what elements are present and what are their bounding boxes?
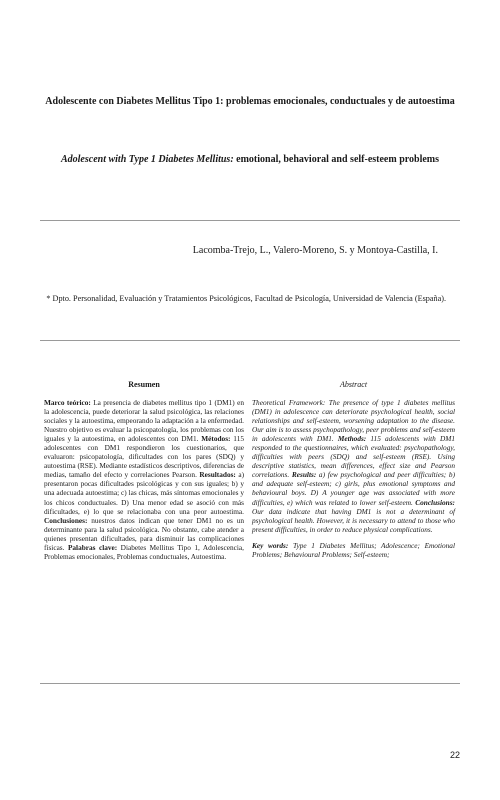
divider-middle <box>40 340 460 341</box>
abstract-body <box>252 398 455 559</box>
metodos-text: 115 adolescentes con DM1 respondieron los cuestionarios, que evaluaron: psicopatología, dificultades con los pares (SDQ) y autoestima (RSE). Mediante estadísticos descriptivos, diferencias de medias, tamaño del efecto y correlaciones Pearson. <box>44 434 244 480</box>
title-english-italic: Adolescent with Type 1 Diabetes Mellitus: <box>60 154 234 165</box>
keywords-text: Type 1 Diabetes Mellitus; Adolescence; Emotional Problems; Behavioural Problems; Self-esteem; <box>252 540 455 559</box>
divider-top <box>40 220 460 221</box>
results-label: Results: <box>291 470 317 480</box>
divider-bottom <box>40 683 460 684</box>
resumen-body <box>44 398 244 561</box>
palabras-label: Palabras clave: <box>67 542 118 552</box>
metodos-label: Métodos: <box>201 434 231 444</box>
framework-text: Theoretical Framework: The presence of type 1 diabetes mellitus (DM1) in adolescence can deteriorate psychological health, social relationships and self-esteem, worsening adaptation to the disease. Our aim is to assess psychopathology, peer problems and self-esteem in adolescents with DM1. <box>252 398 455 444</box>
palabras-text: Diabetes Mellitus Tipo 1, Adolescencia, Problemas emocionales, Problemas conductuales, Autoestima. <box>44 542 244 561</box>
affiliation: * Dpto. Personalidad, Evaluación y Tratamientos Psicológicos, Facultad de Psicología, Universidad de Valencia (España). <box>46 294 446 303</box>
abstract-paragraph <box>252 398 455 534</box>
resultados-text: a) presentaron pocas dificultades psicológicas y con sus iguales; b) y una adecuada autoestima; c) las chicas, más síntomas emocionales y los chicos conductuales. D) Una menor edad se asoció con más dificultades, e) lo que se relacionaba con una peor autoestima. <box>44 470 244 516</box>
resumen-heading: Resumen <box>128 380 160 389</box>
marco-text: La presencia de diabetes mellitus tipo 1 (DM1) en la adolescencia, puede deteriorar la salud psicológica, las relaciones sociales y la autoestima, empeorando la adaptación a la enfermedad. Nuestro objetivo es evaluar la psicopatología, los problemas con los iguales y la autoestima, en adolescentes con DM1. <box>44 398 244 444</box>
conclusiones-text: nuestros datos indican que tener DM1 no es un determinante para la salud psicológica. No obstante, cabe atender a quienes presentan dificultades, para disminuir las complicaciones físicas. <box>44 515 244 552</box>
methods-label: Methods: <box>337 434 367 444</box>
title-english <box>40 151 460 168</box>
conclusiones-label: Conclusiones: <box>44 515 88 525</box>
marco-label: Marco teórico: <box>44 398 91 407</box>
results-text: a) few psychological and peer difficulties; b) and adequate self-esteem; c) girls, plus emotional symptoms and behavioural boys. D) A younger age was associated with more difficulties, e) which was related to lower self-esteem. <box>252 470 455 507</box>
resultados-label: Resultados: <box>199 470 236 480</box>
keywords-paragraph <box>252 541 455 559</box>
keywords-label: Key words: <box>252 540 289 550</box>
authors: Lacomba-Trejo, L., Valero-Moreno, S. y Montoya-Castilla, I. <box>192 245 438 256</box>
resumen-paragraph <box>44 398 244 561</box>
title-english-rest: emotional, behavioral and self-esteem problems <box>233 154 440 165</box>
conclusions-text: Our data indicate that having DM1 is not a determinant of psychological health. However, it is necessary to attend to those who present difficulties, in order to reduce physical complications. <box>252 506 455 534</box>
abstract-heading: Abstract <box>339 380 368 389</box>
conclusions-label: Conclusions: <box>415 497 455 507</box>
page-number: 22 <box>449 750 460 760</box>
methods-text: 115 adolescents with DM1 responded to the questionnaires, which evaluated: psychopathology, difficulties with peers (SDQ) and self-esteem (RSE). Using descriptive statistics, mean differences, effect size and Pearson correlations. <box>252 434 455 480</box>
title-spanish: Adolescente con Diabetes Mellitus Tipo 1: problemas emocionales, conductuales y de autoestima <box>45 96 455 107</box>
